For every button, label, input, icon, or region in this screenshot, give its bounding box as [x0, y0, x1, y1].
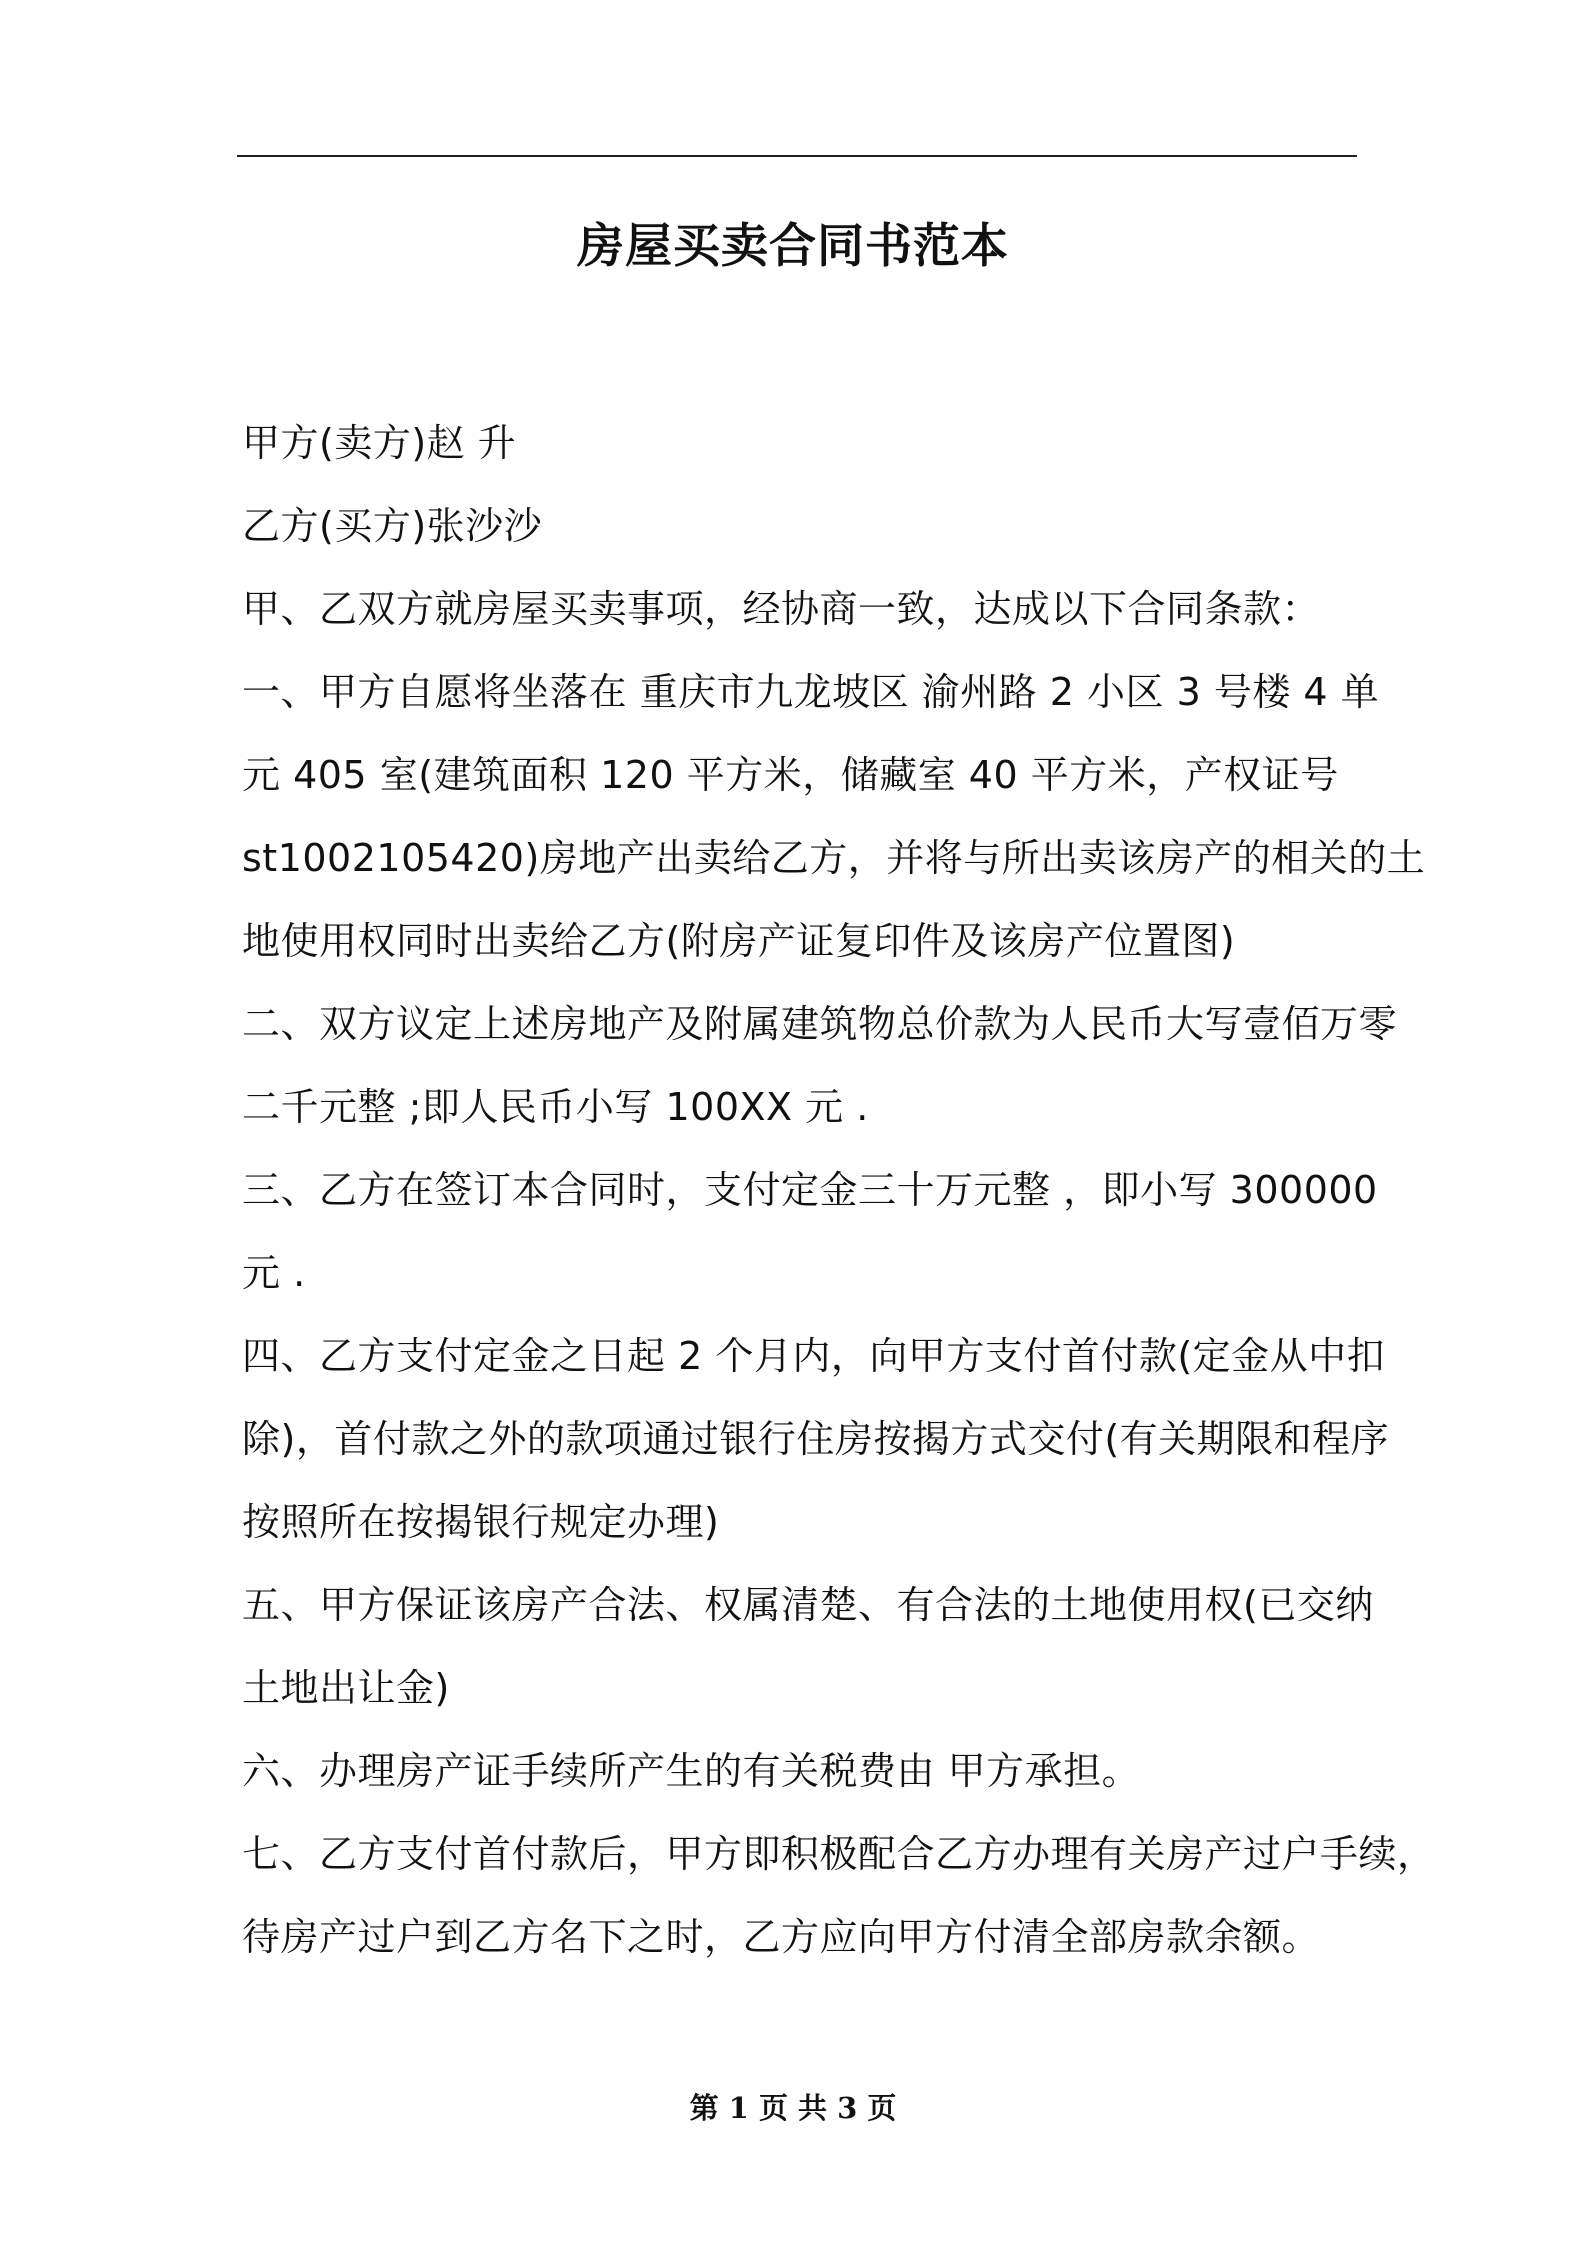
- clause-5-line-2: 土地出让金): [242, 1666, 450, 1710]
- clause-6-line-1: 六、办理房产证手续所产生的有关税费由 甲方承担。: [242, 1749, 1141, 1793]
- header-rule: [237, 155, 1357, 157]
- page-number: 第 1 页 共 3 页: [689, 2091, 897, 2125]
- clause-2-line-2: 二千元整 ;即人民币小写 100XX 元 .: [242, 1085, 869, 1129]
- document-title: 房屋买卖合同书范本: [577, 219, 1009, 274]
- clause-3-line-2: 元 .: [242, 1251, 306, 1295]
- clause-2-line-1: 二、双方议定上述房地产及附属建筑物总价款为人民币大写壹佰万零: [242, 1002, 1398, 1046]
- clause-4-line-2: 除)，首付款之外的款项通过银行住房按揭方式交付(有关期限和程序: [242, 1417, 1390, 1461]
- clause-3-line-1: 三、乙方在签订本合同时，支付定金三十万元整 ，即小写 300000: [242, 1168, 1378, 1212]
- preamble-line: 甲、乙双方就房屋买卖事项，经协商一致，达成以下合同条款：: [242, 587, 1321, 631]
- contract-body: [242, 402, 1436, 1979]
- buyer-line: 乙方(买方)张沙沙: [242, 504, 543, 548]
- seller-line: 甲方(卖方)赵 升: [242, 421, 517, 465]
- clause-4-line-1: 四、乙方支付定金之日起 2 个月内，向甲方支付首付款(定金从中扣: [242, 1334, 1386, 1378]
- clause-1-line-4: 地使用权同时出卖给乙方(附房产证复印件及该房产位置图): [242, 919, 1236, 963]
- clause-1-line-3: st1002105420)房地产出卖给乙方，并将与所出卖该房产的相关的土: [242, 836, 1426, 880]
- clause-1-line-2: 元 405 室(建筑面积 120 平方米，储藏室 40 平方米，产权证号: [242, 753, 1339, 797]
- clause-1-line-1: 一、甲方自愿将坐落在 重庆市九龙坡区 渝州路 2 小区 3 号楼 4 单: [242, 670, 1380, 714]
- clause-7-line-2: 待房产过户到乙方名下之时，乙方应向甲方付清全部房款余额。: [242, 1915, 1321, 1959]
- clause-7-line-1: 七、乙方支付首付款后，甲方即积极配合乙方办理有关房产过户手续，: [242, 1832, 1436, 1876]
- clause-4-line-3: 按照所在按揭银行规定办理): [242, 1500, 720, 1544]
- clause-5-line-1: 五、甲方保证该房产合法、权属清楚、有合法的土地使用权(已交纳: [242, 1583, 1374, 1627]
